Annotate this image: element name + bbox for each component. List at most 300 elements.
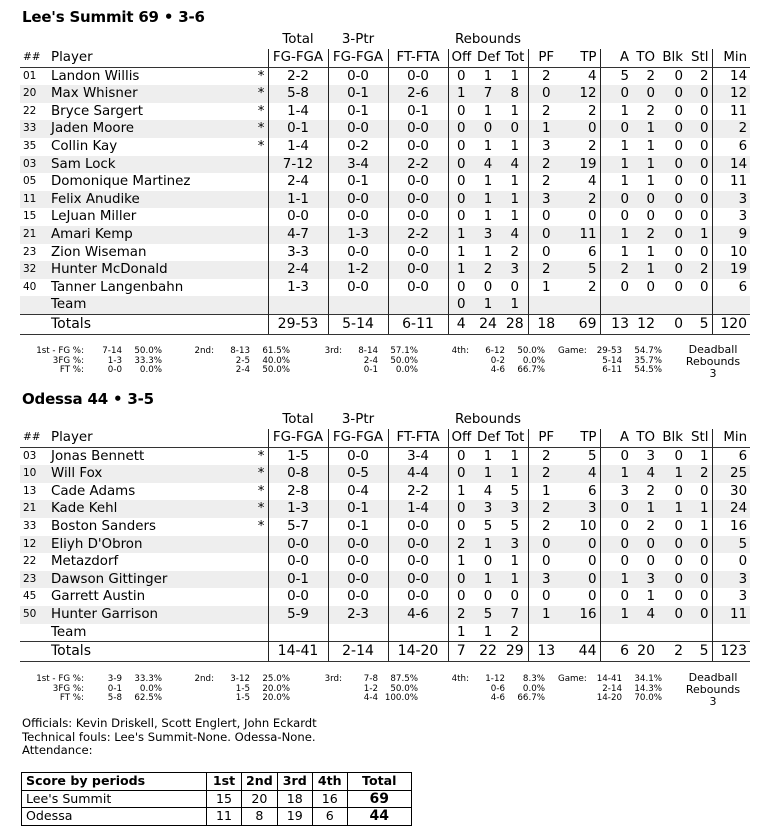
player-name: Jaden Moore: [48, 120, 216, 138]
stat-pf: 3: [528, 571, 564, 589]
stat-blk: 0: [658, 571, 686, 589]
stat-to: 0: [646, 554, 655, 570]
stat-pf: 2: [528, 103, 564, 121]
stat-min: 10: [712, 244, 750, 262]
stat-tot: 8: [502, 85, 528, 103]
stat-fg: 0-1: [268, 120, 328, 138]
period-score: 19: [277, 808, 312, 826]
header-tot: Tot: [502, 429, 528, 447]
stat-a: 0: [600, 553, 632, 571]
stat-to: 1: [632, 261, 658, 279]
stat-3fg: 3-4: [328, 156, 388, 174]
stat-ft: 0-0: [388, 536, 448, 554]
total-fg: 29-53: [268, 314, 328, 334]
stat-off: 1: [448, 261, 474, 279]
periods-header-row: [22, 773, 412, 791]
summary-made: 14-20: [596, 693, 622, 704]
column-header-row: [20, 429, 750, 447]
blank-cell: [268, 296, 328, 314]
summary-pct: 35.7%: [634, 355, 662, 366]
stat-to: 3: [632, 571, 658, 589]
stat-stl: 0: [699, 244, 709, 260]
totals-row: [20, 642, 750, 662]
stat-fg: 2-4: [268, 173, 328, 191]
total-stl: 5: [686, 314, 712, 334]
player-row: [20, 67, 750, 85]
blank-cell: [658, 296, 686, 314]
starter-mark: *: [257, 483, 265, 499]
stat-off: 0: [448, 296, 474, 314]
score-by-periods-table: [21, 772, 412, 826]
player-name: Bryce Sargert: [51, 103, 143, 119]
stat-min: 5: [712, 536, 750, 554]
stat-def: 0: [474, 120, 502, 138]
stat-pf: 0: [528, 553, 564, 571]
blank-cell: [328, 296, 388, 314]
blank-cell: [20, 410, 48, 429]
stat-a: 1: [600, 103, 632, 121]
stat-off: 1: [448, 226, 474, 244]
stat-a: 2: [600, 261, 632, 279]
stat-3fg: 0-0: [328, 571, 388, 589]
stat-blk: 0: [658, 536, 686, 554]
summary-made: 0-2: [490, 355, 505, 366]
header-ft: FT-FTA: [388, 429, 448, 447]
stat-def: 1: [474, 191, 502, 209]
summary-made: 4-6: [490, 693, 505, 704]
total-tot: 28: [502, 314, 528, 334]
stat-min: 11: [712, 606, 750, 624]
stat-stl: 0: [686, 156, 712, 174]
stat-tot: 1: [510, 554, 520, 570]
summary-label: 1st - FG %:: [36, 674, 84, 684]
stat-a: 1: [600, 226, 632, 244]
total-pf: 13: [528, 642, 564, 662]
team-rebounds-row: [20, 624, 750, 642]
starter-mark: [216, 226, 268, 244]
stat-pf: 0: [528, 536, 564, 554]
summary-made: 3-9: [107, 674, 122, 684]
stat-off: 0: [448, 518, 474, 536]
group-rebounds: Rebounds: [454, 412, 522, 427]
stat-ft: 4-4: [388, 465, 448, 483]
stat-a: 0: [600, 120, 632, 138]
stat-off: 0: [448, 120, 474, 138]
summary-pct: 100.0%: [384, 693, 418, 704]
stat-pf: 2: [528, 500, 564, 518]
header-fg: FG-FGA: [268, 429, 328, 447]
player-name: Eliyh D'Obron: [48, 536, 216, 554]
starter-mark: [216, 588, 268, 606]
starter-mark: [216, 244, 268, 262]
player-row: [20, 173, 750, 191]
stat-def: 5: [483, 518, 493, 534]
summary-made: 7-8: [363, 674, 378, 684]
stat-to: 1: [632, 156, 658, 174]
player-name: Collin Kay: [51, 138, 118, 154]
summary-pct: 50.0%: [390, 355, 418, 366]
stat-a: 0: [600, 447, 632, 465]
starter-mark: [216, 191, 268, 209]
player-row: [20, 571, 750, 589]
total-3fg: 5-14: [328, 314, 388, 334]
total-off: 7: [448, 642, 474, 662]
player-number: 05: [23, 175, 37, 188]
stat-tp: 10: [579, 518, 597, 534]
total-ft: 14-20: [388, 642, 448, 662]
stat-def: 1: [483, 174, 493, 190]
summary-made: 4-4: [363, 693, 378, 704]
stat-blk: 0: [674, 174, 683, 190]
total-min: 120: [712, 314, 750, 334]
player-name: Hunter McDonald: [48, 261, 216, 279]
blank-cell: [528, 410, 750, 429]
stat-a: 0: [600, 500, 632, 518]
stat-3fg: 0-0: [328, 244, 388, 262]
stat-3fg: 0-1: [328, 173, 388, 191]
stat-min: 30: [712, 483, 750, 501]
player-name: Dawson Gittinger: [48, 571, 216, 589]
stat-to: 0: [632, 536, 658, 554]
stat-ft: 0-0: [388, 279, 448, 297]
stat-stl: 0: [699, 174, 709, 190]
deadball-value: 3: [709, 367, 717, 380]
stat-tp: 4: [564, 465, 600, 483]
stat-fg: 5-8: [268, 85, 328, 103]
blank-cell: [328, 624, 388, 642]
stat-ft: 0-0: [388, 571, 448, 589]
summary-pct: 25.0%: [262, 674, 290, 684]
stat-fg: 0-8: [268, 465, 328, 483]
blank-cell: [564, 624, 600, 642]
blank-cell: [216, 624, 268, 642]
stat-def: 2: [474, 261, 502, 279]
summary-made: 1-12: [485, 674, 505, 684]
summary-made: 6-12: [485, 346, 505, 356]
header-player: Player: [48, 429, 216, 447]
player-name: Jonas Bennett: [51, 448, 145, 464]
period-total: 69: [347, 790, 411, 808]
stat-pf: 0: [528, 85, 564, 103]
stat-a: 1: [600, 173, 632, 191]
stat-fg: 1-3: [268, 279, 328, 297]
stat-fg: 5-9: [268, 606, 328, 624]
stat-off: 0: [448, 67, 474, 85]
stat-to: 1: [646, 174, 655, 190]
summary-made: 1-2: [363, 683, 378, 694]
starter-mark: *: [257, 68, 265, 84]
header-a: A: [600, 49, 632, 67]
stat-ft: 0-0: [388, 208, 448, 226]
period-score: 16: [312, 790, 347, 808]
total-stl: 5: [686, 642, 712, 662]
stat-fg: 1-5: [268, 447, 328, 465]
summary-made: 3-12: [230, 674, 250, 684]
player-row: [20, 208, 750, 226]
header-ft: FT-FTA: [388, 49, 448, 67]
player-name: Hunter Garrison: [48, 606, 216, 624]
stat-a: 1: [600, 156, 632, 174]
stat-blk: 0: [658, 156, 686, 174]
team-label: Team: [48, 296, 216, 314]
blank-cell: [388, 30, 448, 49]
stat-ft: 0-0: [388, 553, 448, 571]
stat-min: 3: [712, 208, 750, 226]
stat-3fg: 0-0: [328, 447, 388, 465]
stat-tot: 4: [502, 226, 528, 244]
stat-tp: 0: [587, 209, 597, 225]
player-row: [20, 536, 750, 554]
stat-def: 1: [474, 571, 502, 589]
stat-fg: 1-1: [268, 191, 328, 209]
summary-period-label: 4th:: [451, 346, 469, 356]
stat-blk: 0: [674, 103, 683, 119]
stat-min: 6: [712, 447, 750, 465]
stat-3fg: 0-1: [328, 518, 388, 536]
blank-cell: [658, 624, 686, 642]
stat-ft: 0-1: [388, 103, 448, 121]
stat-to: 0: [646, 209, 655, 225]
stat-stl: 1: [699, 518, 709, 534]
stat-blk: 0: [674, 244, 683, 260]
player-number: 03: [20, 156, 48, 174]
header-3fg: FG-FGA: [328, 49, 388, 67]
player-row: [20, 606, 750, 624]
header-stl: Stl: [686, 49, 712, 67]
stat-def: 1: [483, 209, 493, 225]
stat-tp: 0: [587, 554, 597, 570]
header-min: Min: [712, 49, 750, 67]
stat-to: 1: [646, 138, 655, 154]
box-score-table: [20, 30, 750, 335]
stat-pf: 0: [528, 244, 564, 262]
stat-tot: 0: [502, 120, 528, 138]
stat-blk: 1: [658, 465, 686, 483]
stat-3fg: 0-0: [328, 191, 388, 209]
stat-ft: 3-4: [388, 447, 448, 465]
blank-cell: [564, 296, 600, 314]
stat-tp: 0: [564, 120, 600, 138]
stat-tp: 0: [587, 589, 597, 605]
stat-3fg: 0-5: [328, 465, 388, 483]
summary-pct: 50.0%: [262, 365, 290, 376]
stat-tp: 12: [564, 85, 600, 103]
stat-off: 1: [448, 483, 474, 501]
stat-to: 2: [646, 518, 655, 534]
blank-cell: [632, 624, 658, 642]
stat-tp: 2: [587, 279, 597, 295]
player-number: 21: [20, 500, 48, 518]
stat-pf: 3: [528, 191, 564, 209]
stat-fg: 2-4: [268, 261, 328, 279]
stat-stl: 0: [686, 120, 712, 138]
stat-to: 2: [632, 226, 658, 244]
stat-blk: 1: [658, 500, 686, 518]
stat-min: 12: [712, 85, 750, 103]
player-row: [20, 103, 750, 121]
stat-min: 3: [712, 191, 750, 209]
stat-a: 0: [600, 85, 632, 103]
stat-off: 0: [448, 447, 474, 465]
deadball-label: Deadball: [688, 671, 738, 684]
stat-fg: 2-2: [268, 67, 328, 85]
stat-off: 0: [448, 571, 474, 589]
stat-tot: 2: [510, 624, 520, 640]
stat-blk: 0: [658, 85, 686, 103]
starter-mark: *: [216, 500, 268, 518]
periods-header-1st: 1st: [207, 773, 242, 791]
blank-cell: [632, 296, 658, 314]
player-row: [20, 500, 750, 518]
stat-def: 1: [483, 624, 493, 640]
stat-tot: 1: [510, 174, 520, 190]
blank-cell: [216, 642, 268, 662]
header-pf: PF: [528, 49, 564, 67]
blank-cell: [686, 296, 712, 314]
stat-def: 0: [483, 554, 493, 570]
stat-tp: 2: [587, 103, 597, 119]
stat-off: 1: [448, 244, 474, 262]
player-row: [20, 279, 750, 297]
header-blk: Blk: [658, 429, 686, 447]
player-name: Boston Sanders: [51, 518, 156, 534]
blank-cell: [388, 624, 448, 642]
team-rebounds-row: [20, 296, 750, 314]
stat-fg: 5-7: [268, 518, 328, 536]
blank-cell: [216, 314, 268, 334]
stat-tot: 3: [502, 261, 528, 279]
periods-header-2nd: 2nd: [242, 773, 278, 791]
stat-def: 0: [483, 279, 493, 295]
stat-ft: 0-0: [388, 261, 448, 279]
stat-a: 1: [600, 465, 632, 483]
stat-fg: 0-0: [268, 588, 328, 606]
stat-blk: 0: [674, 138, 683, 154]
group-rebounds: Rebounds: [454, 32, 522, 47]
summary-made: 6-11: [602, 365, 622, 376]
player-name: Amari Kemp: [48, 226, 216, 244]
stat-a: 0: [600, 588, 632, 606]
stat-a: 3: [600, 483, 632, 501]
period-score: 6: [312, 808, 347, 826]
period-score: 8: [242, 808, 278, 826]
stat-tot: 5: [510, 518, 520, 534]
header-num: ##: [20, 49, 48, 67]
stat-ft: 0-0: [388, 588, 448, 606]
starter-mark: [216, 606, 268, 624]
stat-stl: 0: [686, 85, 712, 103]
total-a: 6: [600, 642, 632, 662]
stat-fg: 1-3: [268, 500, 328, 518]
periods-team: Odessa: [22, 808, 207, 826]
stat-tot: 1: [502, 191, 528, 209]
stat-min: 6: [712, 138, 750, 156]
blank-cell: [388, 410, 448, 429]
stat-blk: 0: [674, 448, 683, 464]
stat-min: 14: [712, 67, 750, 85]
summary-pct: 8.3%: [522, 674, 545, 684]
stat-tot: 7: [502, 606, 528, 624]
player-number: 45: [23, 590, 37, 603]
stat-blk: 0: [658, 191, 686, 209]
summary-made: 8-14: [358, 346, 378, 356]
summary-pct: 66.7%: [517, 365, 545, 376]
stat-off: 2: [448, 536, 474, 554]
player-name: Cade Adams: [51, 483, 136, 499]
blank-cell: [216, 410, 268, 429]
summary-pct: 70.0%: [634, 693, 662, 704]
player-number: 01: [23, 69, 37, 82]
total-pf: 18: [528, 314, 564, 334]
blank-cell: [528, 296, 564, 314]
group-3ptr: 3-Ptr: [341, 32, 375, 47]
stat-stl: 0: [699, 209, 709, 225]
stat-def: 1: [483, 68, 493, 84]
stat-to: 1: [632, 500, 658, 518]
summary-period-label: 2nd:: [194, 346, 214, 356]
blank-cell: [20, 624, 48, 642]
header-player: Player: [48, 49, 216, 67]
summary-made: 1-5: [235, 683, 250, 694]
stat-off: 0: [448, 173, 474, 191]
player-row: [20, 120, 750, 138]
starter-mark: *: [257, 518, 265, 534]
period-score: 20: [242, 790, 278, 808]
stat-to: 4: [632, 465, 658, 483]
starter-mark: [216, 156, 268, 174]
stat-pf: 1: [528, 483, 564, 501]
deadball-rebounds: [678, 672, 748, 708]
header-pf: PF: [528, 429, 564, 447]
stat-stl: 2: [686, 465, 712, 483]
stat-min: 24: [712, 500, 750, 518]
stat-blk: 0: [658, 606, 686, 624]
player-number: 11: [20, 191, 48, 209]
group-3ptr: 3-Ptr: [341, 412, 375, 427]
stat-fg: 3-3: [268, 244, 328, 262]
header-to: TO: [632, 429, 658, 447]
stat-ft: 0-0: [388, 244, 448, 262]
stat-to: 1: [646, 589, 655, 605]
header-num: ##: [20, 429, 48, 447]
group-total: Total: [282, 32, 314, 47]
summary-pct: 66.7%: [517, 693, 545, 704]
stat-off: 0: [448, 465, 474, 483]
stat-stl: 1: [686, 500, 712, 518]
summary-pct: 33.3%: [134, 355, 162, 366]
stat-def: 3: [474, 226, 502, 244]
blank-cell: [20, 30, 48, 49]
stat-def: 1: [483, 138, 493, 154]
summary-made: 1-5: [235, 693, 250, 704]
summary-pct: 54.5%: [634, 365, 662, 376]
stat-tot: 0: [510, 589, 520, 605]
team-title: Lee's Summit 69 • 3-6: [22, 8, 205, 26]
starter-mark: [216, 536, 268, 554]
starter-mark: *: [257, 448, 265, 464]
player-row: [20, 138, 750, 156]
total-fg: 14-41: [268, 642, 328, 662]
stat-to: 0: [646, 279, 655, 295]
header-def: Def: [474, 429, 502, 447]
summary-label: 1st - FG %:: [36, 346, 84, 356]
player-number: 33: [23, 519, 37, 532]
total-ft: 6-11: [388, 314, 448, 334]
stat-off: 1: [448, 624, 474, 642]
stat-fg: 2-8: [268, 483, 328, 501]
stat-a: 0: [600, 518, 632, 536]
stat-def: 1: [474, 296, 502, 314]
